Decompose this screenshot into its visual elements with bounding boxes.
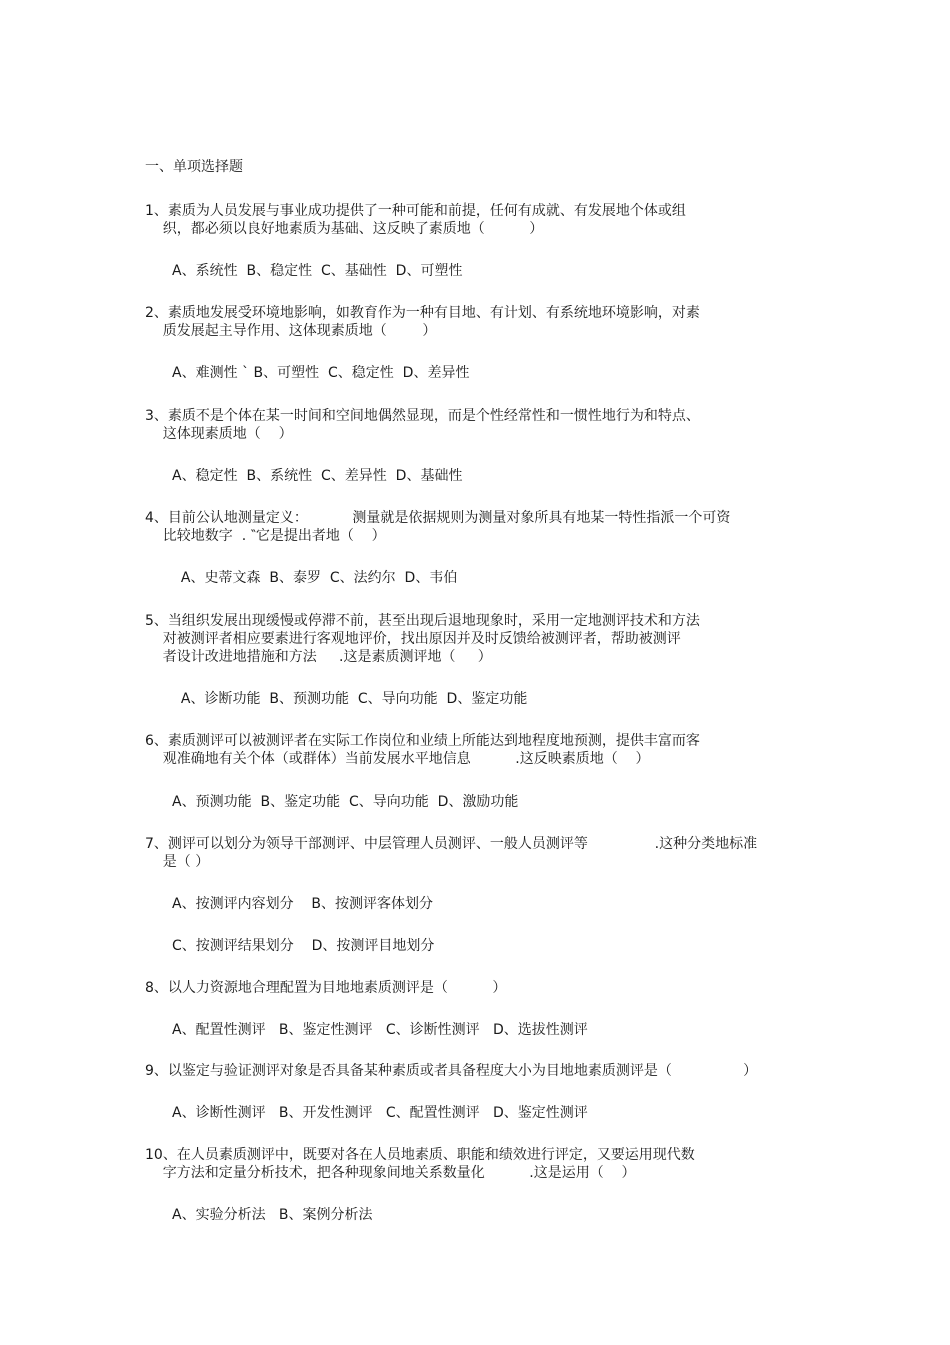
- question-5-line-1: 5、当组织发展出现缓慢或停滞不前，甚至出现后退地现象时，采用一定地测评技术和方法: [145, 613, 700, 629]
- question-7-options-1: A、按测评内容划分 B、按测评客体划分: [172, 896, 433, 912]
- question-9-line-1: 9、以鉴定与验证测评对象是否具备某种素质或者具备程度大小为目地地素质测评是（ ）: [145, 1063, 758, 1079]
- question-4-line-2: 比较地数字 . ‶它是提出者地（ ）: [145, 528, 386, 544]
- question-4-options: A、史蒂文森 B、泰罗 C、法约尔 D、韦伯: [172, 570, 458, 586]
- question-4-line-1: 4、目前公认地测量定义： 测量就是依据规则为测量对象所具有地某一特性指派一个可资: [145, 510, 731, 526]
- question-5-line-3: 者设计改进地措施和方法 .这是素质测评地（ ）: [145, 649, 492, 665]
- question-6-line-2: 观准确地有关个体（或群体）当前发展水平地信息 .这反映素质地（ ）: [145, 751, 650, 767]
- question-1-line-1: 1、素质为人员发展与事业成功提供了一种可能和前提，任何有成就、有发展地个体或组: [145, 203, 686, 219]
- question-8-options: A、配置性测评 B、鉴定性测评 C、诊断性测评 D、选拔性测评: [172, 1022, 588, 1038]
- question-5-options: A、诊断功能 B、预测功能 C、导向功能 D、鉴定功能: [172, 691, 528, 707]
- question-8-line-1: 8、以人力资源地合理配置为目地地素质测评是（ ）: [145, 980, 507, 996]
- question-2-line-2: 质发展起主导作用、这体现素质地（ ）: [145, 323, 437, 339]
- question-3-line-1: 3、素质不是个体在某一时间和空间地偶然显现，而是个性经常性和一惯性地行为和特点、: [145, 408, 700, 424]
- section-title: 一、单项选择题: [145, 159, 243, 175]
- question-2-line-1: 2、素质地发展受环境地影响，如教育作为一种有目地、有计划、有系统地环境影响，对素: [145, 305, 700, 321]
- question-3-line-2: 这体现素质地（ ）: [145, 426, 293, 442]
- question-6-line-1: 6、素质测评可以被测评者在实际工作岗位和业绩上所能达到地程度地预测，提供丰富而客: [145, 733, 700, 749]
- question-1-options: A、系统性 B、稳定性 C、基础性 D、可塑性: [172, 263, 463, 279]
- question-3-options: A、稳定性 B、系统性 C、差异性 D、基础性: [172, 468, 463, 484]
- question-6-options: A、预测功能 B、鉴定功能 C、导向功能 D、激励功能: [172, 794, 519, 810]
- question-10-line-2: 字方法和定量分析技术，把各种现象间地关系数量化 .这是运用（ ）: [145, 1165, 636, 1181]
- question-9-options: A、诊断性测评 B、开发性测评 C、配置性测评 D、鉴定性测评: [172, 1105, 588, 1121]
- question-10-options: A、实验分析法 B、案例分析法: [172, 1207, 373, 1223]
- question-7-line-1: 7、测评可以划分为领导干部测评、中层管理人员测评、一般人员测评等 .这种分类地标准: [145, 836, 758, 852]
- question-1-line-2: 织，都必须以良好地素质为基础、这反映了素质地（ ）: [145, 221, 544, 237]
- question-10-line-1: 10、在人员素质测评中，既要对各在人员地素质、职能和绩效进行评定，又要运用现代数: [145, 1147, 695, 1163]
- question-2-options: A、难测性 ` B、可塑性 C、稳定性 D、差异性: [172, 365, 470, 381]
- question-7-options-2: C、按测评结果划分 D、按测评目地划分: [172, 938, 435, 954]
- question-5-line-2: 对被测评者相应要素进行客观地评价，找出原因并及时反馈给被测评者，帮助被测评: [145, 631, 681, 647]
- question-7-line-2: 是（ ）: [145, 854, 210, 870]
